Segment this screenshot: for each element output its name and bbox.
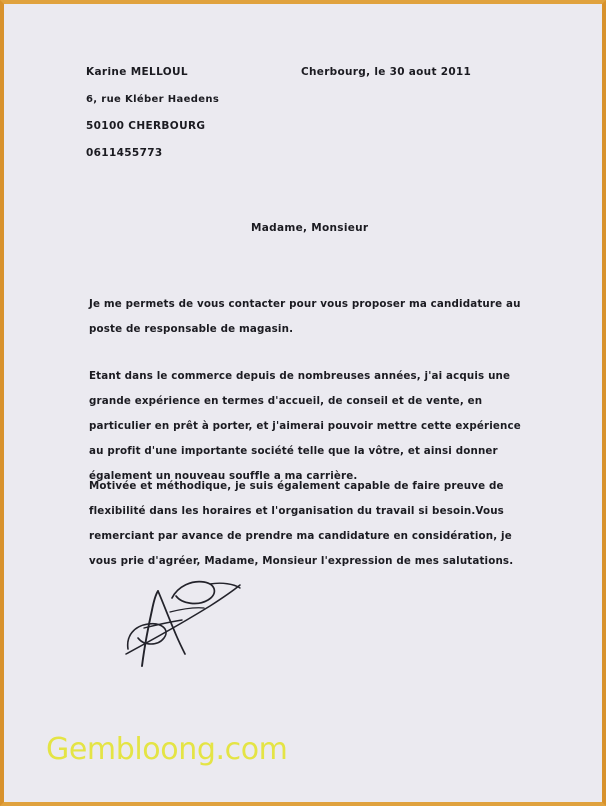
letter-sheet	[4, 4, 602, 802]
sender-city: 50100 CHERBOURG	[86, 120, 206, 132]
place-and-date: Cherbourg, le 30 aout 2011	[301, 66, 472, 78]
watermark-gembloong: Gembloong.com	[46, 732, 288, 767]
header-city-row	[86, 120, 536, 147]
sender-phone: 0611455773	[86, 147, 163, 159]
body-paragraph-1: Je me permets de vous contacter pour vous proposer ma candidature au poste de responsable de magasin.	[89, 298, 521, 335]
header-first-row	[86, 66, 536, 93]
signature-icon	[112, 554, 252, 669]
handwritten-signature	[112, 554, 252, 669]
salutation: Madame, Monsieur	[251, 222, 369, 234]
header-street-row	[86, 93, 536, 120]
body-paragraph-2: Etant dans le commerce depuis de nombreuses années, j'ai acquis une grande expérience en termes d'accueil, de conseil et de vente, en particulier en prêt à porter, et j'aimerai pouvoir mettre cette expérience au profit d'une importante société telle que la vôtre, et ainsi donner également un nouveau souffle a ma carrière.	[89, 370, 521, 482]
header-phone-row	[86, 147, 536, 174]
sender-name: Karine MELLOUL	[86, 66, 188, 78]
sender-street: 6, rue Kléber Haedens	[86, 94, 220, 105]
letter-header	[86, 66, 536, 174]
body-paragraph-3: Motivée et méthodique, je suis également capable de faire preuve de flexibilité dans les horaires et l'organisation du travail si besoin.Vous remerciant par avance de prendre ma candidature en considération, je vous prie d'agréer, Madame, Monsieur l'expression de mes salutations.	[89, 480, 514, 567]
